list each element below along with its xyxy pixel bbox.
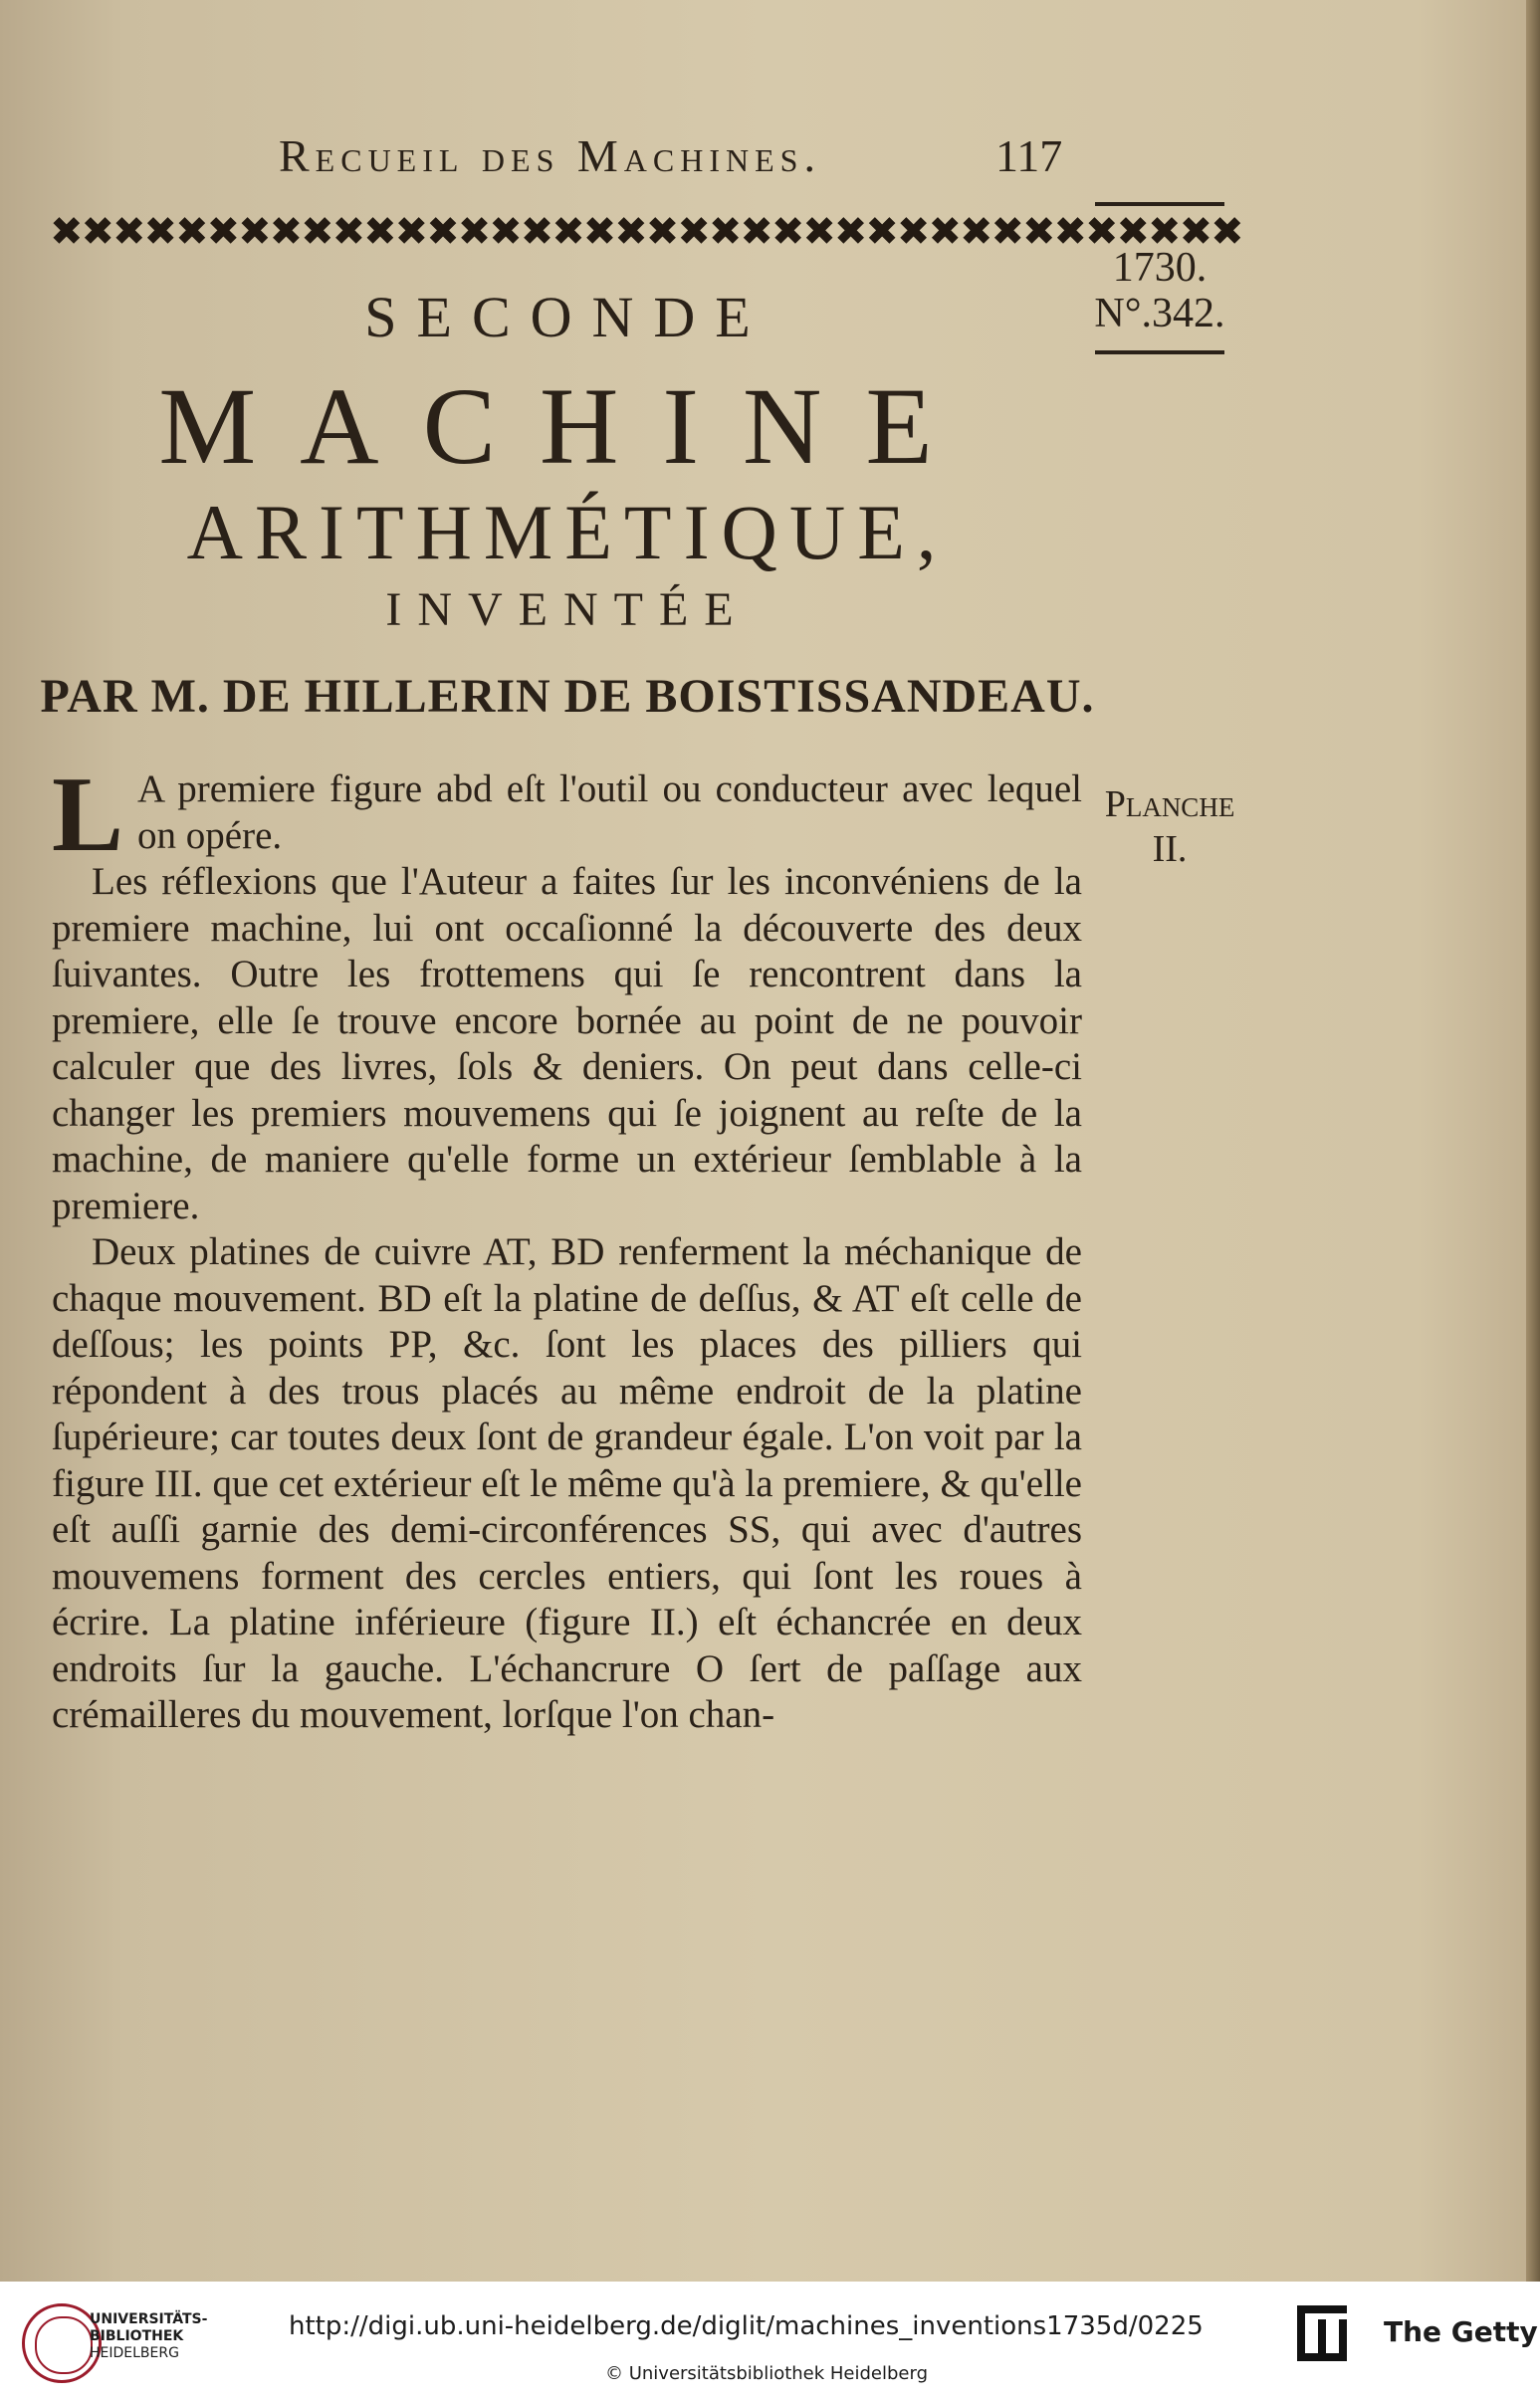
side-note-number: N°.342. bbox=[1094, 291, 1225, 336]
title-arithmetique: ARITHMÉTIQUE, bbox=[186, 489, 949, 575]
paragraph-1 bbox=[52, 756, 1082, 874]
page-edge-shadow bbox=[1526, 0, 1540, 2282]
getty-logo-icon bbox=[1297, 2305, 1347, 2361]
title-author: PAR M. DE HILLERIN DE BOISTISSANDEAU. bbox=[40, 670, 1095, 723]
side-note-bottom-rule bbox=[1095, 350, 1224, 354]
copyright-notice: © Universitätsbibliothek Heidelberg bbox=[605, 2363, 929, 2384]
partner-name: The Getty bbox=[1384, 2315, 1538, 2348]
footer-bar bbox=[0, 2282, 1540, 2400]
paragraph-2: Les réflexions que l'Auteur a faites ſur les inconvéniens de la premiere machine, lui ont occaſionné la découverte des deux ſuivantes. Outre les frottemens qui ſe rencontrent dans la premiere, elle ſe trouve encore bornée au point de ne pouvoir calculer que des livres, ſols & deniers. On peut dans celle-ci changer les premiers mouvemens qui ſe joignent au reſte de la machine, de maniere qu'elle forme un extérieur ſemblable à la premiere. bbox=[52, 860, 1082, 1227]
drop-cap: L bbox=[52, 756, 124, 874]
title-inventee: INVENTÉE bbox=[385, 583, 750, 636]
heidelberg-seal-inner bbox=[35, 2316, 93, 2374]
library-name-line-3: HEIDELBERG bbox=[90, 2345, 179, 2361]
ornament-band: ✖✖✖✖✖✖✖✖✖✖✖✖✖✖✖✖✖✖✖✖✖✖✖✖✖✖✖✖✖✖✖✖✖✖✖✖✖✖ bbox=[50, 209, 1242, 255]
planche-number: II. bbox=[1152, 828, 1188, 870]
library-name-line-1: UNIVERSITÄTS- bbox=[90, 2311, 208, 2327]
paragraph-3: Deux platines de cuivre AT, BD renferment la méchanique de chaque mouvement. BD eſt la platine de deſſus, & AT eſt celle de deſſous; les points PP, &c. ſont les places des pilliers qui répondent à des trous placés au même endroit de la platine ſupérieure; car toutes deux ſont de grandeur égale. L'on voit par la figure III. que cet extérieur eſt le même qu'à la premiere, & qu'elle eſt auſſi garnie des demi-circonférences SS, qui avec d'autres mouvemens forment des cercles entiers, qui ſont les roues à écrire. La platine inférieure (figure II.) eſt échancrée en deux endroits ſur la gauche. L'échancrure O ſert de paſſage aux crémailleres du mouvement, lorſque l'on chan- bbox=[52, 1230, 1082, 1736]
title-machine: MACHINE bbox=[158, 365, 977, 487]
title-seconde: SECONDE bbox=[364, 285, 770, 349]
side-note-year: 1730. bbox=[1112, 245, 1208, 291]
planche-label: Planche bbox=[1104, 783, 1235, 825]
body-text bbox=[52, 756, 1082, 1739]
library-name bbox=[90, 2311, 207, 2362]
library-name-line-2: BIBLIOTHEK bbox=[90, 2328, 184, 2344]
running-head-title: Recueil des Machines. bbox=[279, 130, 821, 181]
running-head bbox=[0, 129, 1540, 189]
paragraph-1-text: A premiere figure abd eſt l'outil ou conducteur avec lequel on opére. bbox=[137, 767, 1082, 857]
permalink-url[interactable]: http://digi.ub.uni-heidelberg.de/diglit/machines_inventions1735d/0225 bbox=[289, 2311, 1204, 2341]
page-number: 117 bbox=[995, 130, 1063, 181]
side-note-top-rule bbox=[1095, 202, 1224, 206]
